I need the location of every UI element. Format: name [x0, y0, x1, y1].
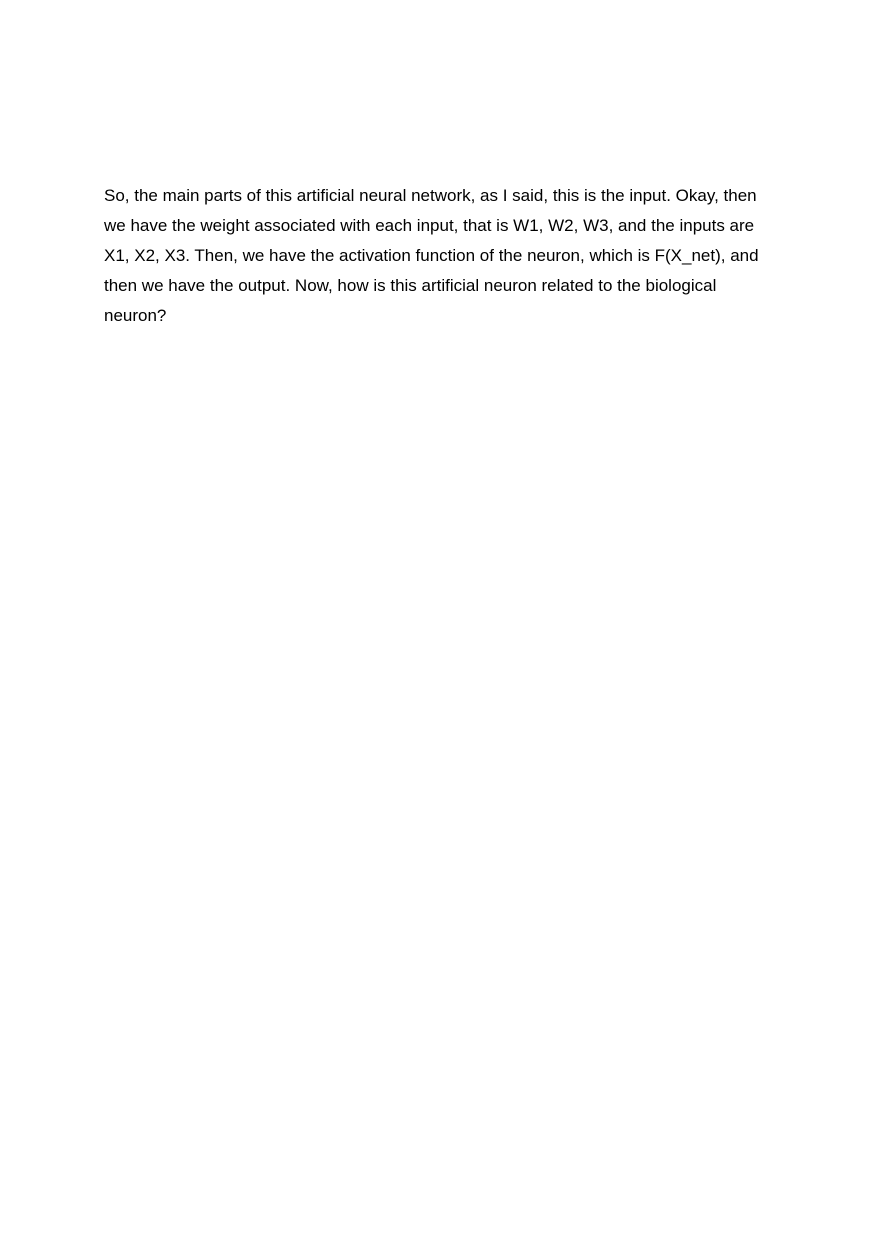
- paragraph-line: then we have the output. Now, how is this artificial neuron related to the biological: [104, 276, 717, 295]
- paragraph-line: So, the main parts of this artificial neural network, as I said, this is the input. Okay, then: [104, 186, 757, 205]
- paragraph-line: X1, X2, X3. Then, we have the activation function of the neuron, which is F(X_net), and: [104, 246, 759, 265]
- body-paragraph: [104, 181, 776, 331]
- paragraph-line: we have the weight associated with each input, that is W1, W2, W3, and the inputs are: [104, 216, 755, 235]
- paragraph-line: neuron?: [104, 306, 167, 325]
